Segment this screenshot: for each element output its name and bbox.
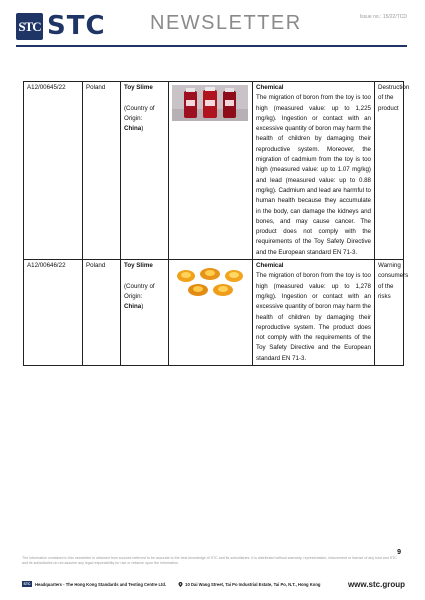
product-name: Toy Slime <box>124 262 153 270</box>
hq-label: Headquarters - The Hong Kong Standards and Testing Centre Ltd. <box>35 581 167 587</box>
stc-logo-text: STC <box>47 11 106 41</box>
page-number: 9 <box>397 549 401 556</box>
risk-type: Chemical <box>256 84 284 91</box>
issue-number: Issue no.: 15/22/TCD <box>359 14 407 20</box>
risk-description: The migration of boron from the toy is too high (measured value: up to 1,278 mg/kg). Ingestion or contact with an excessive quantity of boron may harm the health of children by damaging their reproductive system. The product does not comply with the requirements of the Toy Safety Directive and the European standard EN 71-3. <box>256 272 371 362</box>
header-divider <box>16 45 407 47</box>
risk-type: Chemical <box>256 262 284 270</box>
table-row <box>24 260 404 366</box>
origin-label: (Country of Origin: <box>124 282 155 300</box>
address: 10 Dai Wang Street, Tai Po Industrial Estate, Tai Po, N.T., Hong Kong <box>185 581 321 587</box>
origin-label: (Country of Origin: <box>124 104 155 122</box>
stc-logo-mark: STC <box>16 13 43 40</box>
product-photo <box>172 85 248 121</box>
stc-logo <box>16 13 106 40</box>
risk-description: The migration of boron from the toy is too high (measured value: up to 1,225 mg/kg). Ingestion or contact with an excessive quantity of boron may harm the health of children by damaging their reproductive system. Moreover, the migration of cadmium from the toy is too high (measured value: up to 1.07 mg/kg) and lead (measured value: up to 0.88 mg/kg). Cadmium and lead are harmful to human health because they accumulate in the body, can damage the kidneys and bones, and may cause cancer. The product does not comply with the requirements of the Toy Safety Directive and the European standard EN 71-3. <box>256 94 371 256</box>
disclaimer: The information contained in this newsletter is obtained from sources believed to be accurate to the best knowledge of STC and its subsidiaries. It is distributed without warranty, representation, inducement or license of any kind and STC and its subsidiaries do not assume any legal responsibility for use or reliance upon the information. <box>22 556 397 565</box>
product-cell <box>121 260 169 366</box>
country-cell: Poland <box>83 260 121 366</box>
measure-cell: Destruction of the product <box>375 82 404 260</box>
origin-close: ) <box>141 303 144 311</box>
origin-country: China <box>124 125 142 133</box>
product-photo <box>172 263 248 299</box>
table-row <box>24 82 404 260</box>
origin-close: ) <box>141 125 144 133</box>
stc-mini-logo: STC <box>23 582 31 586</box>
product-cell <box>121 82 169 260</box>
measure-cell: Warning consumers of the risks <box>375 260 404 366</box>
risk-cell <box>253 260 375 366</box>
newsletter-title: NEWSLETTER <box>150 12 302 34</box>
origin-country: China <box>124 303 142 311</box>
ref-cell: A12/00646/22 <box>24 260 83 366</box>
risk-cell <box>253 82 375 260</box>
website-link[interactable]: www.stc.group <box>347 579 405 589</box>
product-name: Toy Slime <box>124 84 153 91</box>
country-cell: Poland <box>83 82 121 260</box>
ref-cell: A12/00645/22 <box>24 82 83 260</box>
photo-cell <box>169 82 253 260</box>
location-pin-icon <box>178 582 183 587</box>
photo-cell <box>169 260 253 366</box>
recall-table <box>23 81 410 366</box>
footer-bar <box>22 578 405 590</box>
